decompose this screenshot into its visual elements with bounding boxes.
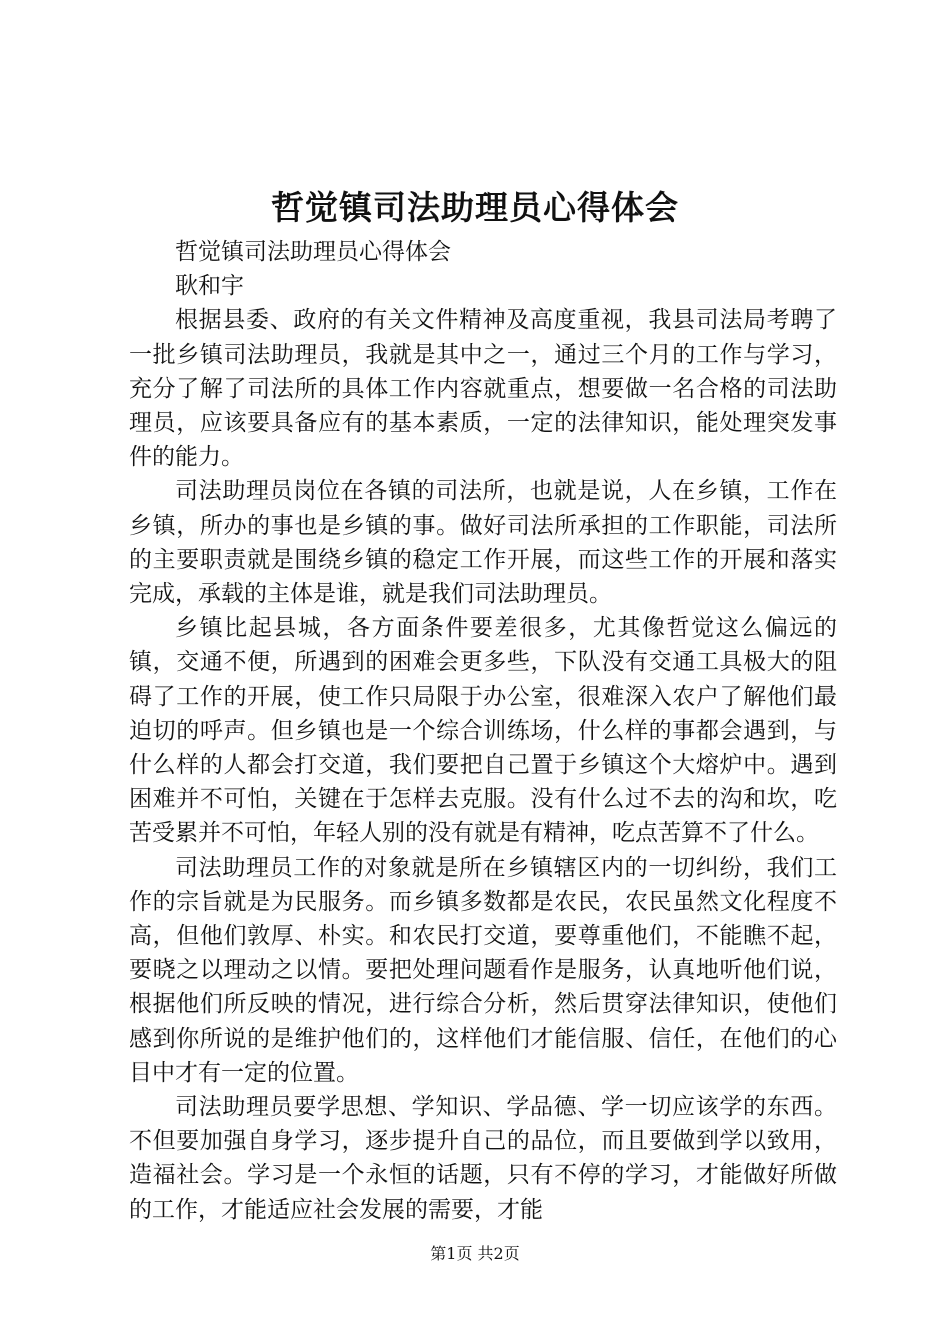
document-body	[129, 235, 837, 1227]
paragraph: 司法助理员要学思想、学知识、学品德、学一切应该学的东西。不但要加强自身学习，逐步提升自己的品位，而且要做到学以致用，造福社会。学习是一个永恒的话题，只有不停的学习，才能做好所做的工作，才能适应社会发展的需要，才能	[129, 1094, 837, 1223]
paragraph-author: 耿和宇	[175, 273, 244, 300]
document-title: 哲觉镇司法助理员心得体会	[271, 188, 679, 227]
paragraph-subtitle: 哲觉镇司法助理员心得体会	[175, 239, 451, 265]
page-footer: 第1页 共2页	[430, 1244, 520, 1263]
paragraph: 司法助理员岗位在各镇的司法所，也就是说，人在乡镇，工作在乡镇，所办的事也是乡镇的事。做好司法所承担的工作职能，司法所的主要职责就是围绕乡镇的稳定工作开展，而这些工作的开展和落实完成，承载的主体是谁，就是我们司法助理员。	[129, 478, 837, 608]
paragraph: 根据县委、政府的有关文件精神及高度重视，我县司法局考聘了一批乡镇司法助理员，我就是其中之一，通过三个月的工作与学习，充分了解了司法所的具体工作内容就重点，想要做一名合格的司法助理员，应该要具备应有的基本素质，一定的法律知识，能处理突发事件的能力。	[129, 307, 837, 471]
paragraph: 司法助理员工作的对象就是所在乡镇辖区内的一切纠纷，我们工作的宗旨就是为民服务。而乡镇多数都是农民，农民虽然文化程度不高，但他们敦厚、朴实。和农民打交道，要尊重他们，不能瞧不起，要晓之以理动之以情。要把处理问题看作是服务，认真地听他们说，根据他们所反映的情况，进行综合分析，然后贯穿法律知识，使他们感到你所说的是维护他们的，这样他们才能信服、信任，在他们的心目中才有一定的位置。	[129, 854, 837, 1086]
paragraph: 乡镇比起县城，各方面条件要差很多，尤其像哲觉这么偏远的镇，交通不便，所遇到的困难会更多些，下队没有交通工具极大的阻碍了工作的开展，使工作只局限于办公室，很难深入农户了解他们最迫切的呼声。但乡镇也是一个综合训练场，什么样的事都会遇到，与什么样的人都会打交道，我们要把自己置于乡镇这个大熔炉中。遇到困难并不可怕，关键在于怎样去克服。没有什么过不去的沟和坎，吃苦受累并不可怕，年轻人别的没有就是有精神，吃点苦算不了什么。	[129, 615, 837, 847]
